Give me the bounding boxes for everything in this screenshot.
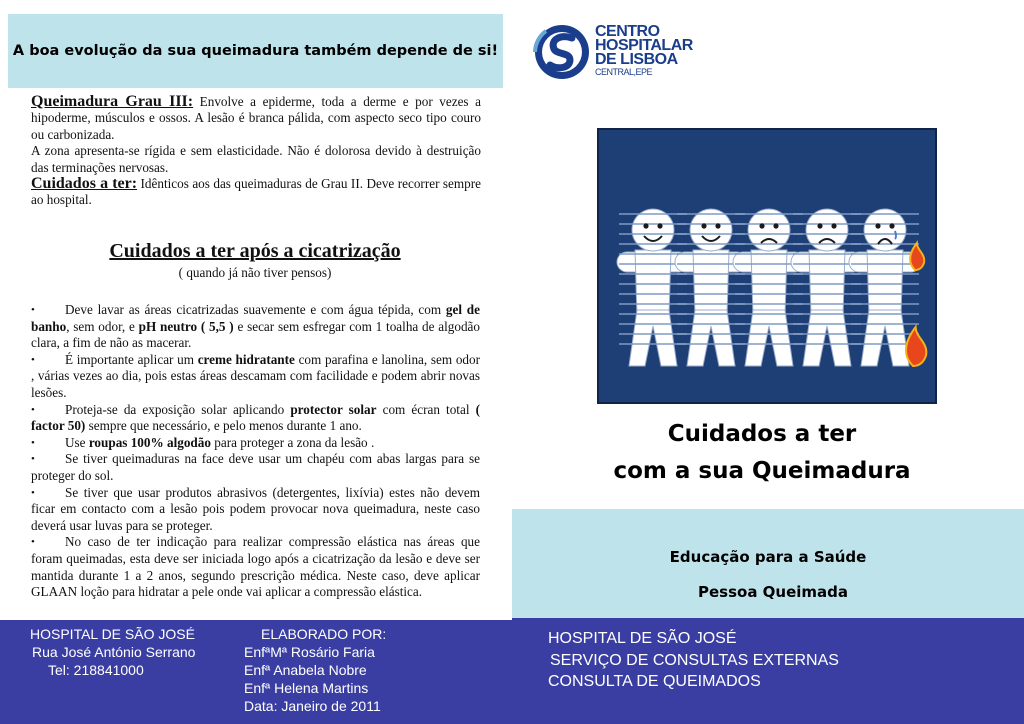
grau3-paragraph [31, 94, 481, 143]
burn-figures-picture [597, 128, 937, 404]
footer-author: Enfª Anabela Nobre [244, 662, 367, 678]
banner-text: A boa evolução da sua queimadura também depende de si! [12, 43, 499, 59]
grau3-heading: Queimadura Grau III: [31, 93, 194, 110]
list-item: • No caso de ter indicação para realizar compressão elástica nas áreas que foram queimadas, esta deve ser iniciada logo após a cicatrização da lesão e deve ser mantida durante 1 a 2 anos, segundo prescrição médica. Neste caso, deve aplicar GLAAN loção para hidratar a pele onde vai aplicar a compressão elástica. [31, 534, 480, 600]
list-item: • Se tiver queimaduras na face deve usar um chapéu com abas largas para se proteger do sol. [31, 451, 480, 484]
paper-dolls-illustration [599, 130, 935, 402]
cover-title-line1: Cuidados a ter [667, 421, 857, 447]
care-list [31, 302, 480, 601]
footer-right-service: SERVIÇO DE CONSULTAS EXTERNAS [550, 652, 839, 669]
cuidados-heading: Cuidados a ter: [31, 175, 138, 193]
list-item: • Se tiver que usar produtos abrasivos (detergentes, lixívia) estes não devem ficar em contacto com a lesão pois podem provocar nova queimadura, neste caso deverá usar luvas para se proteger. [31, 485, 480, 535]
paper-doll-figure [849, 209, 926, 366]
footer-right [512, 618, 1024, 724]
logo-line: DE LISBOA [595, 51, 678, 68]
footer-street: Rua José António Serrano [32, 644, 196, 660]
top-banner [8, 14, 503, 88]
cuidados-text: Idênticos aos das queimaduras de Grau II. Deve recorrer sempre ao hospital. [31, 176, 481, 208]
logo-line: CENTRAL,EPE [595, 67, 653, 77]
paper-doll-figure [733, 209, 805, 366]
footer-elaborado: ELABORADO POR: [261, 626, 387, 642]
footer-right-consulta: CONSULTA DE QUEIMADOS [548, 673, 761, 690]
list-item: • Use roupas 100% algodão para proteger a zona da lesão . [31, 435, 480, 452]
paper-doll-figure [617, 209, 689, 366]
list-item: • É importante aplicar um creme hidratante com parafina e lanolina, sem odor , várias vezes ao dia, pois estas áreas descamam com facilidade e podem abrir novas lesões. [31, 352, 480, 402]
section-title: Cuidados a ter após a cicatrização [109, 240, 401, 262]
footer-right-hospital: HOSPITAL DE SÃO JOSÉ [548, 630, 737, 647]
grau3-text: Envolve a epiderme, toda a derme e por vezes a hipoderme, músculos e ossos. A lesão é branca pálida, com aspecto seco tipo couro ou carbonizada. [31, 94, 481, 142]
footer-date: Data: Janeiro de 2011 [244, 698, 381, 714]
list-item: • Deve lavar as áreas cicatrizadas suavemente e com água tépida, com gel de banho, sem odor, e pH neutro ( 5,5 ) e secar sem esfregar com 1 toalha de algodão clara, a fim de não as macerar. [31, 302, 480, 352]
grau3-text-2: A zona apresenta-se rígida e sem elasticidade. Não é dolorosa devido à destruição das terminações nervosas. [31, 143, 481, 175]
section-subtitle: ( quando já não tiver pensos) [178, 265, 332, 280]
footer-author: EnfªMª Rosário Faria [244, 644, 375, 660]
hospital-logo-icon [532, 22, 592, 82]
footer-author: Enfª Helena Martins [244, 680, 369, 696]
pessoa-label: Pessoa Queimada [697, 583, 849, 601]
list-item: • Proteja-se da exposição solar aplicando protector solar com écran total ( factor 50) sempre que necessário, e pelo menos durante 1 ano. [31, 402, 480, 435]
education-label: Educação para a Saúde [669, 548, 867, 566]
footer-hospital: HOSPITAL DE SÃO JOSÉ [30, 626, 195, 642]
logo-line: HOSPITALAR [595, 37, 693, 54]
paper-doll-figure [675, 209, 747, 366]
cuidados-paragraph [31, 176, 481, 209]
cover-title [512, 416, 1012, 490]
paper-doll-figure [791, 209, 863, 366]
footer-tel: Tel: 218841000 [48, 662, 144, 678]
logo-line: CENTRO [595, 23, 660, 40]
grau3-section [31, 94, 481, 209]
footer-left [0, 620, 512, 724]
logo-text [595, 25, 693, 78]
cover-title-line2: com a sua Queimadura [613, 458, 911, 484]
